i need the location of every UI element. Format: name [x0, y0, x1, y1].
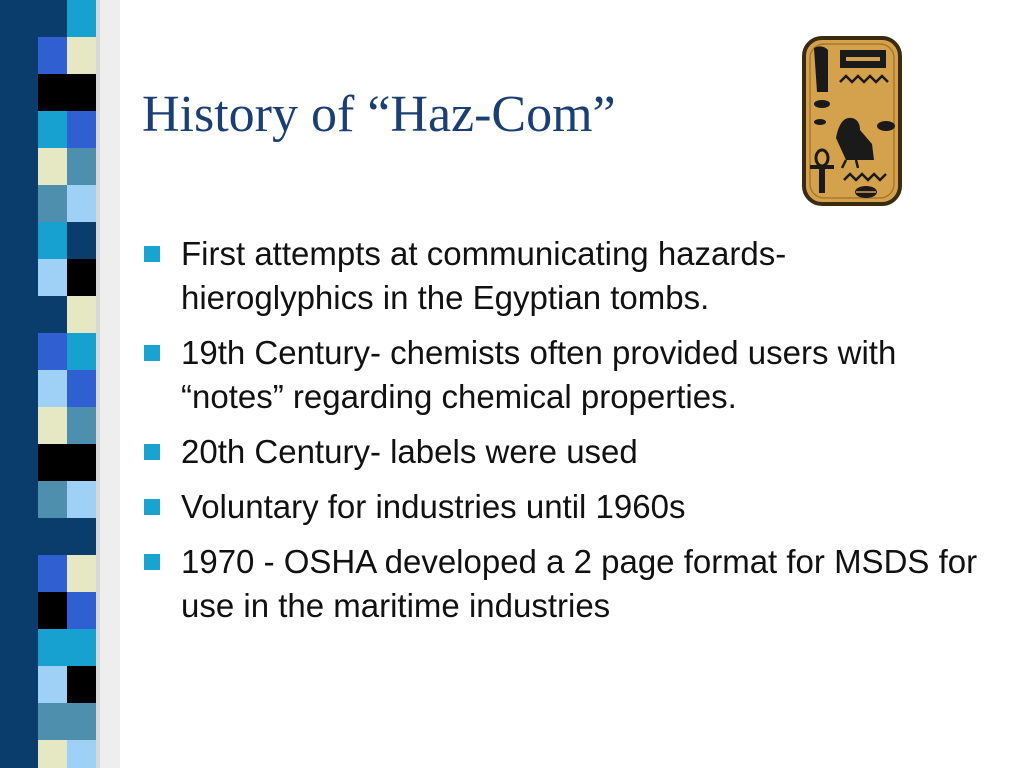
- bullet-item: [144, 232, 984, 320]
- bullet-text: Voluntary for industries until 1960s: [181, 488, 686, 525]
- bullet-item: [144, 485, 984, 529]
- bullet-item: [144, 331, 984, 419]
- bullet-item: [144, 540, 984, 628]
- bullet-text: First attempts at communicating hazards- hieroglyphics in the Egyptian tombs.: [181, 235, 787, 316]
- square-bullet-icon: [144, 444, 160, 460]
- bullet-text: 20th Century- labels were used: [181, 433, 638, 470]
- bullet-list: [144, 232, 984, 639]
- square-bullet-icon: [144, 499, 160, 515]
- bullet-item: [144, 430, 984, 474]
- bullet-text: 1970 - OSHA developed a 2 page format for MSDS for use in the maritime industries: [181, 543, 978, 624]
- decorative-stripe-bar: [0, 0, 120, 768]
- slide-title: History of “Haz-Com”: [142, 86, 616, 143]
- square-bullet-icon: [144, 246, 160, 262]
- square-bullet-icon: [144, 554, 160, 570]
- bullet-text: 19th Century- chemists often provided users with “notes” regarding chemical properties.: [181, 334, 897, 415]
- square-bullet-icon: [144, 345, 160, 361]
- hieroglyph-cartouche-icon: [800, 34, 904, 208]
